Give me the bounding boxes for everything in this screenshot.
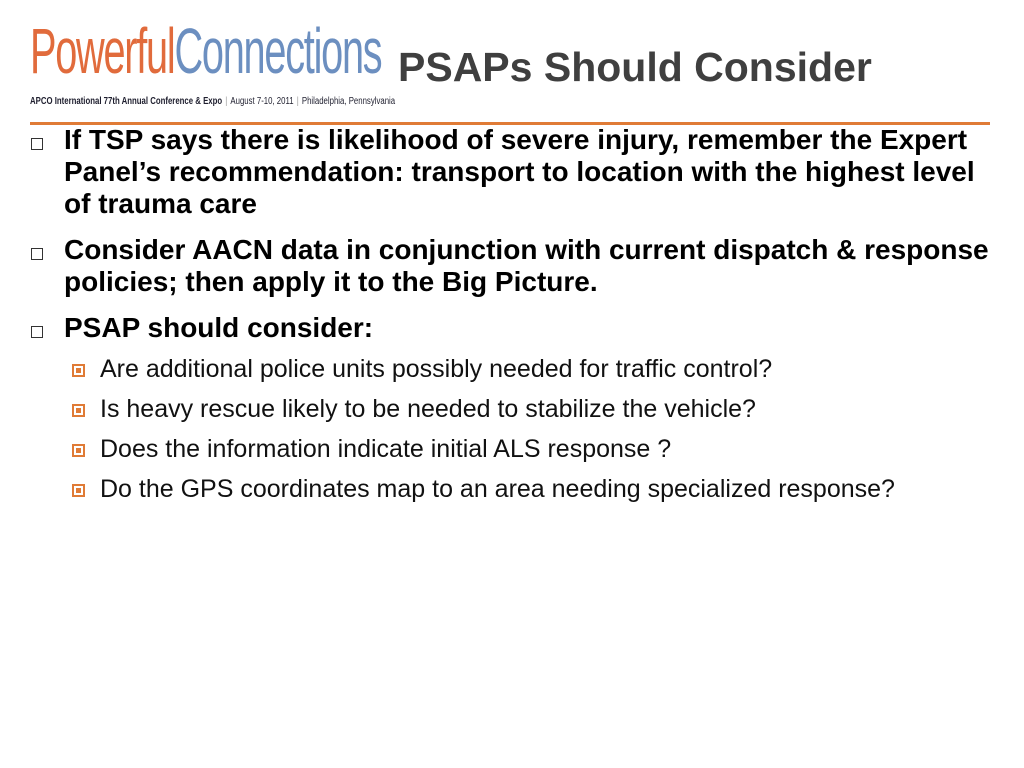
bullet-text: PSAP should consider: bbox=[64, 312, 374, 343]
logo-dates: August 7-10, 2011 bbox=[230, 96, 294, 107]
orange-square-bullet-icon bbox=[72, 444, 85, 457]
orange-square-bullet-icon bbox=[72, 484, 85, 497]
logo-subtitle bbox=[30, 96, 395, 107]
sub-bullet-item bbox=[28, 354, 1003, 384]
sub-bullet-list bbox=[28, 354, 1003, 504]
logo-separator: | bbox=[225, 96, 228, 107]
sub-bullet-item bbox=[28, 474, 1003, 504]
bullet-text: Consider AACN data in conjunction with current dispatch & response policies; then apply it to the Big Picture. bbox=[64, 234, 989, 297]
sub-bullet-item bbox=[28, 434, 1003, 464]
sub-bullet-text: Are additional police units possibly needed for traffic control? bbox=[100, 355, 773, 383]
sub-bullet-text: Does the information indicate initial ALS response ? bbox=[100, 435, 672, 463]
orange-square-bullet-icon bbox=[72, 364, 85, 377]
hollow-square-bullet-icon bbox=[31, 326, 43, 338]
bullet-text: If TSP says there is likelihood of severe injury, remember the Expert Panel’s recommendation: transport to location with the highest level of trauma care bbox=[64, 124, 975, 219]
slide-body bbox=[28, 124, 1003, 514]
sub-bullet-text: Do the GPS coordinates map to an area needing specialized response? bbox=[100, 475, 895, 503]
logo-separator: | bbox=[296, 96, 299, 107]
logo-event: APCO International 77th Annual Conference & Expo bbox=[30, 96, 223, 107]
slide-title: PSAPs Should Consider bbox=[398, 44, 872, 90]
hollow-square-bullet-icon bbox=[31, 248, 43, 260]
logo-wordmark bbox=[30, 14, 382, 88]
conference-logo bbox=[30, 14, 396, 110]
bullet-item bbox=[28, 124, 1003, 220]
logo-word-connections: Connections bbox=[174, 15, 382, 87]
logo-location: Philadelphia, Pennsylvania bbox=[301, 96, 396, 107]
sub-bullet-text: Is heavy rescue likely to be needed to stabilize the vehicle? bbox=[100, 395, 756, 423]
sub-bullet-item bbox=[28, 394, 1003, 424]
hollow-square-bullet-icon bbox=[31, 138, 43, 150]
bullet-item bbox=[28, 234, 1003, 298]
logo-word-powerful: Powerful bbox=[30, 15, 175, 87]
bullet-item bbox=[28, 312, 1003, 344]
orange-square-bullet-icon bbox=[72, 404, 85, 417]
